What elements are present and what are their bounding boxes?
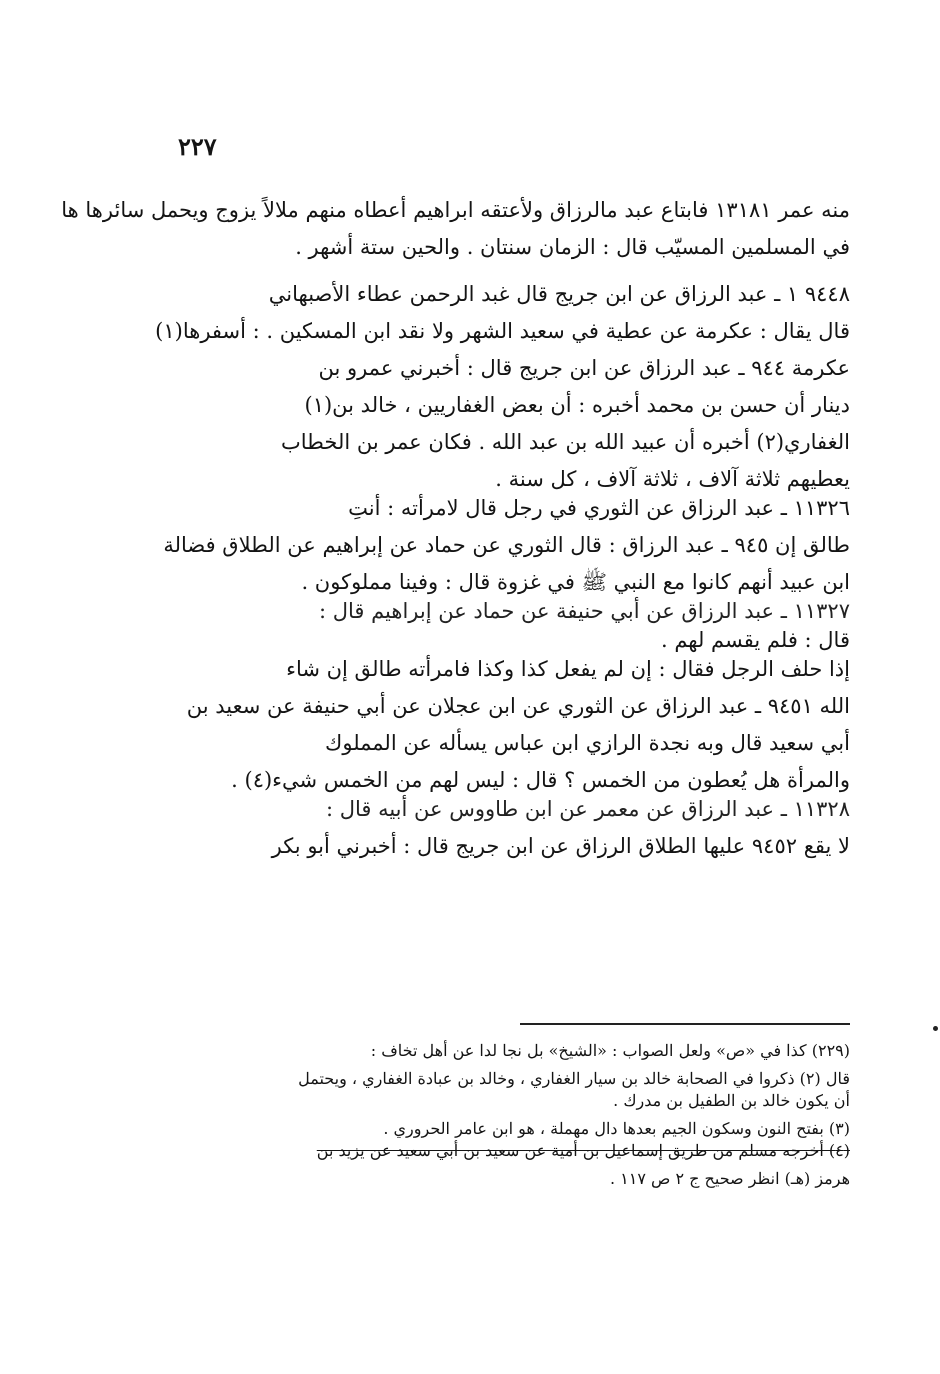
footnote-line: هرمز (هـ) انظر صحيح ج ٢ ص ١١٧ . xyxy=(609,1169,850,1188)
text-line: أبي سعيد قال وبه نجدة الرازي ابن عباس يسأله عن المملوك xyxy=(325,731,850,755)
footnote-line: (٣) بفتح النون وسكون الجيم بعدها دال مهملة ، هو ابن عامر الحروري . xyxy=(383,1119,850,1138)
text-line: ١١٣٢٧ ـ عبد الرزاق عن أبي حنيفة عن حماد عن إبراهيم قال : xyxy=(318,599,850,623)
text-line: طالق إن ٩٤٥ ـ عبد الرزاق : قال الثوري عن حماد عن إبراهيم عن الطلاق فضالة xyxy=(163,533,850,557)
text-line: دينار أن حسن بن محمد أخبره : أن بعض الغفاريين ، خالد بن(١) xyxy=(304,393,850,417)
footnote-line: (٢٢٩) كذا في «ص» ولعل الصواب : «الشيخ» بل نجا لدا عن أهل تخاف : xyxy=(370,1041,850,1060)
text-line: الغفاري(٢) أخبره أن عبيد الله بن عبد الله . فكان عمر بن الخطاب xyxy=(281,430,850,454)
footnote-line: أن يكون خالد بن الطفيل بن مدرك . xyxy=(613,1091,850,1110)
text-line: في المسلمين المسيّب قال : الزمان سنتان . والحين ستة أشهر . xyxy=(295,235,850,259)
text-line: يعطيهم ثلاثة آلاف ، ثلاثة آلاف ، كل سنة . xyxy=(495,467,850,491)
footnote-line: (٤) أخرجه مسلم من طريق إسماعيل بن أمية عن سعيد بن أبي سعيد عن يزيد بن xyxy=(316,1141,850,1160)
footnote-divider xyxy=(520,1023,850,1025)
text-line: الله ٩٤٥١ ـ عبد الرزاق عن الثوري عن ابن عجلان عن أبي حنيفة عن سعيد بن xyxy=(186,694,850,718)
text-line: والمرأة هل يُعطون من الخمس ؟ قال : ليس لهم من الخمس شيء(٤) . xyxy=(231,768,850,792)
footnotes xyxy=(150,1040,850,1190)
text-line: ابن عبيد أنهم كانوا مع النبي ﷺ في غزوة قال : وفينا مملوكون . xyxy=(301,570,850,594)
text-line: لا يقع ٩٤٥٢ عليها الطلاق الرزاق عن ابن جريج قال : أخبرني أبو بكر xyxy=(271,834,850,858)
text-line: ٩٤٤٨ ١ ـ عبد الرزاق عن ابن جريج قال غبد الرحمن عطاء الأصبهاني xyxy=(268,282,850,306)
text-line: قال يقال : عكرمة عن عطية في سعيد الشهر ولا نقد ابن المسكين . : أسفرها(١) xyxy=(155,319,850,343)
text-line: ١١٣٢٦ ـ عبد الرزاق عن الثوري في رجل قال لامرأته : أنتِ xyxy=(348,496,850,520)
text-line: ١١٣٢٨ ـ عبد الرزاق عن معمر عن ابن طاووس عن أبيه قال : xyxy=(325,797,850,821)
scan-speck xyxy=(933,1026,938,1031)
text-line: منه عمر ١٣١٨١ فابتاع عبد مالرزاق ولأعتقه ابراهيم أعطاه منهم ملالاً يزوج ويحمل سائرها ها xyxy=(61,198,850,222)
page-number: ٢٢٧ xyxy=(178,132,217,161)
text-line: عكرمة ٩٤٤ ـ عبد الرزاق عن ابن جريج قال : أخبرني عمرو بن xyxy=(318,356,850,380)
text-line: إذا حلف الرجل فقال : إن لم يفعل كذا وكذا فامرأته طالق إن شاء xyxy=(286,657,850,681)
text-line: قال : فلم يقسم لهم . xyxy=(660,628,850,652)
footnote-line: قال (٢) ذكروا في الصحابة خالد بن سيار الغفاري ، وخالد بن عبادة الغفاري ، ويحتمل xyxy=(298,1069,850,1088)
main-text xyxy=(61,196,850,861)
